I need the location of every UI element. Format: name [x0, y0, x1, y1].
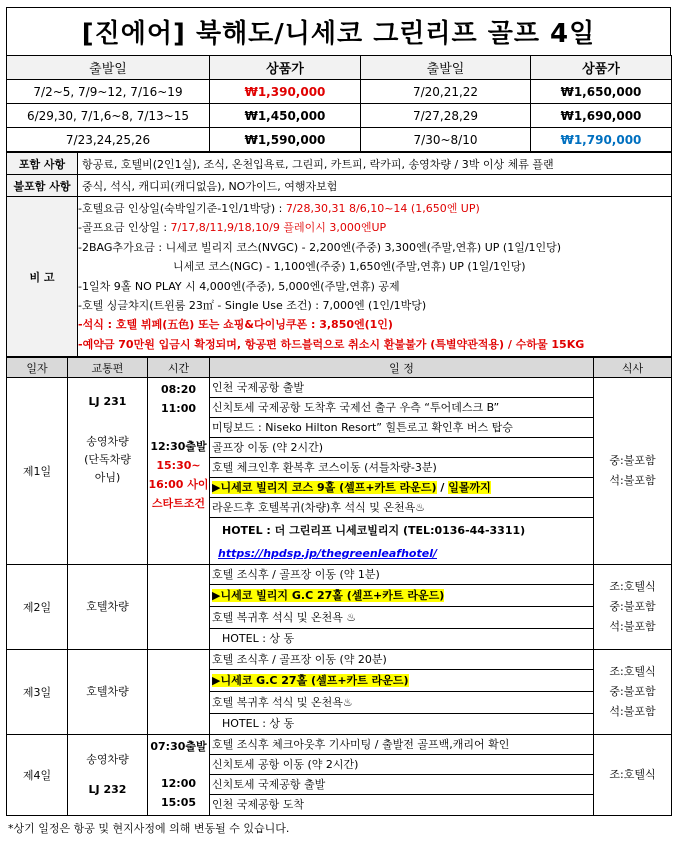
itinerary-line: 호텔 복귀후 석식 및 온천욕 ♨ — [210, 607, 593, 629]
meal-value: 석:불포함 — [609, 620, 656, 634]
price-value: ₩1,690,000 — [531, 104, 672, 128]
itinerary-cell — [210, 565, 594, 650]
meal-value: 중:불포함 — [609, 600, 656, 614]
remark-line: -호텔 싱글챠지(트윈룸 23㎡ - Single Use 조건) : 7,000엔 (1인/1박당) — [78, 298, 427, 312]
meal-value: 중:불포함 — [609, 454, 656, 468]
transport-text: (단독차량 — [84, 453, 131, 467]
itinerary-line: 신치토세 공항 이동 (약 2시간) — [210, 755, 593, 775]
itinerary-cell — [210, 650, 594, 735]
departure-date: 7/23,24,25,26 — [7, 128, 210, 152]
remark-line: -예약금 70만원 입금시 확정되며, 항공편 하드블럭으로 취소시 환불불가 (특별약관적용) / 수하물 15KG — [78, 337, 585, 351]
itinerary-line: 신치토세 국제공항 출발 — [210, 775, 593, 795]
header-price-1: 상품가 — [210, 56, 361, 80]
price-table — [6, 55, 672, 152]
itinerary-line: 호텔 조식후 / 골프장 이동 (약 20분) — [210, 650, 593, 670]
footer-note: *상기 일정은 항공 및 현지사정에 의해 변동될 수 있습니다. — [8, 822, 290, 836]
meal-cell — [594, 565, 672, 650]
price-value: ₩1,450,000 — [210, 104, 361, 128]
price-value: ₩1,390,000 — [210, 80, 361, 104]
flight-number: LJ 231 — [88, 395, 127, 409]
meal-value: 조:호텔식 — [609, 580, 656, 594]
itinerary-line: 골프장 이동 (약 2시간) — [210, 438, 593, 458]
itinerary-line: 호텔 복귀후 석식 및 온천욕♨ — [210, 692, 593, 714]
hotel-link[interactable]: https://hpdsp.jp/thegreenleafhotel/ — [218, 547, 437, 561]
included-text: 항공료, 호텔비(2인1실), 조식, 온천입욕료, 그린피, 카트피, 락카피, 송영차량 / 3박 이상 체류 플랜 — [78, 153, 672, 175]
time-value: 15:30~ — [156, 459, 201, 473]
price-row — [7, 128, 672, 152]
day1-row — [7, 378, 672, 565]
time-value: 16:00 사이 — [148, 477, 209, 491]
remarks-label: 비 고 — [7, 197, 78, 357]
itinerary-line: 호텔 체크인후 환복후 코스이동 (셔틀차량-3분) — [210, 458, 593, 478]
included-row — [7, 153, 672, 175]
itinerary-cell — [210, 378, 594, 565]
itinerary-line: 인천 국제공항 도착 — [212, 798, 305, 812]
time-value: 08:20 — [160, 382, 196, 396]
schedule-header-row — [7, 358, 672, 378]
remark-line: -2BAG추가요금 : 니세코 빌리지 코스(NVGC) - 2,200엔(주중) 3,300엔(주말,연휴) UP (1일/1인당) — [78, 240, 562, 254]
header-transport: 교통편 — [68, 358, 148, 378]
hotel-info: HOTEL : 상 동 — [222, 632, 295, 646]
time-cell — [148, 565, 210, 650]
departure-date: 7/27,28,29 — [361, 104, 531, 128]
meal-value: 석:불포함 — [609, 474, 656, 488]
remarks-notes — [78, 197, 672, 357]
remark-line: -1일차 9홀 NO PLAY 시 4,000엔(주중), 5,000엔(주말,연휴) 공제 — [78, 279, 400, 293]
itinerary-line: 신치토세 국제공항 도착후 국제선 출구 우측 “투어데스크 B” — [210, 398, 593, 418]
day-label: 제2일 — [7, 565, 68, 650]
itinerary-line: 인천 국제공항 출발 — [210, 378, 593, 398]
price-row — [7, 104, 672, 128]
transport-text: 아님) — [94, 471, 121, 485]
time-cell — [148, 378, 210, 565]
remark-line: -석식 : 호텔 뷔페(五色) 또는 쇼핑&다이닝쿠폰 : 3,850엔(1인) — [78, 318, 393, 332]
day4-row — [7, 735, 672, 816]
day2-row — [7, 565, 672, 650]
included-label: 포함 사항 — [7, 153, 78, 175]
remark-line: 니세코 코스(NGC) - 1,100엔(주중) 1,650엔(주말,연휴) UP (1일/1인당) — [173, 260, 526, 274]
departure-date: 6/29,30, 7/1,6~8, 7/13~15 — [7, 104, 210, 128]
header-departure-1: 출발일 — [7, 56, 210, 80]
price-value: ₩1,590,000 — [210, 128, 361, 152]
itinerary-line: 라운드후 호텔복귀(차량)후 석식 및 온천욕♨ — [210, 498, 593, 518]
price-value: ₩1,650,000 — [531, 80, 672, 104]
remarks-row — [7, 197, 672, 357]
transport-text: 송영차량 — [86, 435, 129, 449]
time-value: 12:00 — [160, 776, 196, 790]
flight-number: LJ 232 — [88, 783, 127, 797]
hotel-info: HOTEL : 더 그린리프 니세코빌리지 (TEL:0136-44-3311) — [222, 524, 526, 538]
meal-cell — [594, 650, 672, 735]
header-price-2: 상품가 — [531, 56, 672, 80]
departure-date: 7/30~8/10 — [361, 128, 531, 152]
transport-text: 호텔차량 — [68, 650, 148, 735]
price-header-row — [7, 56, 672, 80]
page-title: [진에어] 북해도/니세코 그린리프 골프 4일 — [81, 19, 596, 49]
excluded-label: 불포함 사항 — [7, 175, 78, 197]
day-label: 제3일 — [7, 650, 68, 735]
time-cell — [148, 650, 210, 735]
header-time: 시간 — [148, 358, 210, 378]
itinerary-line: 미팅보드 : Niseko Hilton Resort” 힐튼로고 확인후 버스 탑승 — [210, 418, 593, 438]
time-value: 스타트조건 — [151, 496, 206, 510]
departure-date: 7/20,21,22 — [361, 80, 531, 104]
header-day: 일자 — [7, 358, 68, 378]
day-label: 제1일 — [7, 378, 68, 565]
transport-text: 호텔차량 — [68, 565, 148, 650]
header-departure-2: 출발일 — [361, 56, 531, 80]
info-table — [6, 152, 672, 357]
remark-line: -골프요금 인상일 : 7/17,8/11,9/18,10/9 플레이시 3,000엔UP — [78, 221, 387, 235]
title-box — [6, 7, 671, 55]
meal-value: 석:불포함 — [609, 705, 656, 719]
excluded-row — [7, 175, 672, 197]
price-value: ₩1,790,000 — [531, 128, 672, 152]
transport-cell — [68, 735, 148, 816]
itinerary-cell — [210, 735, 594, 816]
meal-value: 중:불포함 — [609, 685, 656, 699]
time-value: 11:00 — [160, 401, 196, 415]
header-meal: 식사 — [594, 358, 672, 378]
day3-row — [7, 650, 672, 735]
schedule-table — [6, 357, 672, 816]
remark-line: -호텔요금 인상일(숙박일기준-1인/1박당) : 7/28,30,31 8/6,10~14 (1,650엔 UP) — [78, 202, 480, 215]
transport-cell — [68, 378, 148, 565]
day-label: 제4일 — [7, 735, 68, 816]
itinerary-line: 호텔 조식후 / 골프장 이동 (약 1분) — [210, 565, 593, 585]
meal-value: 조:호텔식 — [609, 665, 656, 679]
meal-value: 조:호텔식 — [594, 735, 672, 816]
itinerary-line: ▶니세코 빌리지 코스 9홀 (셀프+카트 라운드) / 일몰까지 — [210, 478, 593, 498]
tour-document — [6, 7, 671, 836]
hotel-info: HOTEL : 상 동 — [222, 717, 295, 731]
transport-text: 송영차량 — [86, 753, 129, 767]
price-row — [7, 80, 672, 104]
time-value: 07:30출발 — [150, 739, 207, 753]
header-itinerary: 일 정 — [210, 358, 594, 378]
meal-cell — [594, 378, 672, 565]
excluded-text: 중식, 석식, 캐디피(캐디없음), NO가이드, 여행자보험 — [78, 175, 672, 197]
itinerary-line: ▶니세코 빌리지 G.C 27홀 (셀프+카트 라운드) — [210, 585, 593, 607]
itinerary-line: ▶니세코 G.C 27홀 (셀프+카트 라운드) — [210, 670, 593, 692]
time-value: 15:05 — [160, 795, 196, 809]
itinerary-line: 호텔 조식후 체크아웃후 기사미팅 / 출발전 골프백,캐리어 확인 — [210, 735, 593, 755]
time-cell — [148, 735, 210, 816]
departure-date: 7/2~5, 7/9~12, 7/16~19 — [7, 80, 210, 104]
time-value: 12:30출발 — [150, 440, 207, 454]
